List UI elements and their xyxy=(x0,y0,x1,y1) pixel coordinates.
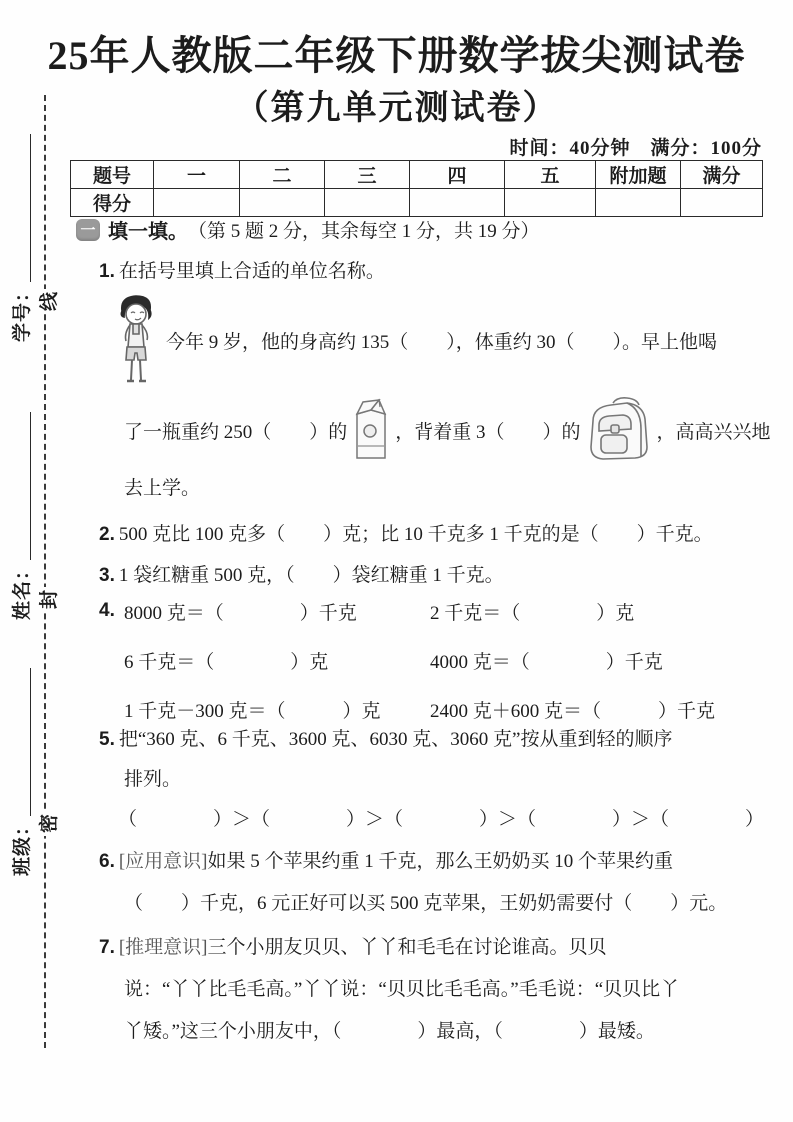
student-name-label: 姓名： xyxy=(12,559,33,620)
score-cell-empty xyxy=(596,189,681,217)
question-3-text: 1 袋红糖重 500 克，（ ）袋红糖重 1 千克。 xyxy=(118,565,504,586)
question-5-line3-text: （ ）＞（ ）＞（ ）＞（ ）＞（ ） xyxy=(118,809,765,830)
score-table xyxy=(70,160,763,217)
student-id-blank xyxy=(12,134,31,282)
question-6-number: 6. xyxy=(99,851,115,872)
question-6-line1: 如果 5 个苹果约重 1 千克，那么王奶奶买 10 个苹果约重 xyxy=(207,851,674,872)
score-cell-empty xyxy=(505,189,596,217)
question-6 xyxy=(99,846,673,873)
question-4-number-wrap xyxy=(99,600,119,622)
question-4-item: 1 千克－300 克＝（ ）克 xyxy=(124,701,381,722)
milk-carton-icon xyxy=(349,398,393,462)
score-table-header-cell: 二 xyxy=(240,161,325,189)
question-7-line3-text: 丫矮。”这三个小朋友中，（ ）最高，（ ）最矮。 xyxy=(124,1021,655,1042)
class-blank xyxy=(12,668,31,816)
question-4-item: 4000 克＝（ ）千克 xyxy=(430,652,663,673)
question-4-number: 4. xyxy=(99,600,115,621)
question-7-number: 7. xyxy=(99,937,115,958)
question-7-tag: [推理意识] xyxy=(118,937,208,958)
question-4-item: 8000 克＝（ ）千克 xyxy=(124,603,357,624)
question-5 xyxy=(99,724,672,751)
exam-time-score-info: 时间：40分钟 满分：100分 xyxy=(509,138,762,159)
score-cell-empty xyxy=(325,189,410,217)
boy-icon xyxy=(106,291,166,391)
question-1-line2 xyxy=(124,396,771,464)
question-3-number: 3. xyxy=(99,565,115,586)
question-5-line2 xyxy=(124,764,181,791)
question-4-item: 6 千克＝（ ）克 xyxy=(124,652,329,673)
question-1-line2c-text: ，高高兴兴地 xyxy=(656,421,771,443)
section-one-badge-icon: 一 xyxy=(76,219,100,241)
seal-char-line: 线 xyxy=(34,289,61,314)
score-cell-empty xyxy=(681,189,763,217)
score-table-header-row xyxy=(71,161,763,189)
question-7-line2 xyxy=(124,974,679,1001)
question-6-line2-text: （ ）千克，6 元正好可以买 500 克苹果，王奶奶需要付（ ）元。 xyxy=(124,893,728,914)
score-cell-empty xyxy=(240,189,325,217)
question-7-line2-text: 说：“丫丫比毛毛高。”丫丫说：“贝贝比毛毛高。”毛毛说：“贝贝比丫 xyxy=(124,979,680,1000)
question-6-tag: [应用意识] xyxy=(118,851,208,872)
question-7 xyxy=(99,932,607,959)
student-name-field xyxy=(7,412,34,620)
page-subtitle: （第九单元测试卷） xyxy=(234,90,559,127)
score-table-score-row xyxy=(71,189,763,217)
class-label: 班级： xyxy=(12,815,33,876)
question-1 xyxy=(99,256,385,283)
question-4-grid xyxy=(124,598,715,723)
question-6-line2 xyxy=(124,888,727,915)
score-table-header-cell: 五 xyxy=(505,161,596,189)
section-one-title: 填一填。 xyxy=(108,221,188,243)
seal-dashed-line xyxy=(44,95,46,1048)
question-5-line1: 把“360 克、6 千克、3600 克、6030 克、3060 克”按从重到轻的顺序 xyxy=(118,729,673,750)
section-one-header xyxy=(76,215,540,244)
question-5-answer-blanks xyxy=(118,804,764,831)
score-row-label: 得分 xyxy=(71,189,154,217)
question-1-line2b-text: ，背着重 3（ ）的 xyxy=(395,421,581,443)
question-1-number: 1. xyxy=(99,261,115,282)
class-field xyxy=(7,668,34,876)
page-title: 25年人教版二年级下册数学拔尖测试卷 xyxy=(47,33,746,78)
question-1-line1 xyxy=(166,327,717,354)
boy-student-illustration xyxy=(106,291,166,396)
score-table-header-cell: 四 xyxy=(410,161,505,189)
question-2 xyxy=(99,519,713,546)
question-5-line2-text: 排列。 xyxy=(124,769,182,790)
question-1-line3-text: 去上学。 xyxy=(124,478,201,499)
question-2-text: 500 克比 100 克多（ ）克；比 10 千克多 1 千克的是（ ）千克。 xyxy=(118,524,713,545)
question-4-item: 2400 克＋600 克＝（ ）千克 xyxy=(430,701,716,722)
question-1-text: 在括号里填上合适的单位名称。 xyxy=(118,261,385,282)
score-cell-empty xyxy=(410,189,505,217)
question-1-line3 xyxy=(124,473,200,500)
question-2-number: 2. xyxy=(99,524,115,545)
question-3 xyxy=(99,560,504,587)
question-1-line1-text: 今年 9 岁，他的身高约 135（ ），体重约 30（ ）。早上他喝 xyxy=(166,332,718,353)
score-table-header-cell: 附加题 xyxy=(596,161,681,189)
score-table-header-cell: 满分 xyxy=(681,161,763,189)
score-table-header-cell: 一 xyxy=(154,161,240,189)
question-5-number: 5. xyxy=(99,729,115,750)
question-1-line2a-text: 了一瓶重约 250（ ）的 xyxy=(124,421,348,443)
question-7-line1: 三个小朋友贝贝、丫丫和毛毛在讨论谁高。贝贝 xyxy=(207,937,607,958)
backpack-icon xyxy=(583,395,655,465)
question-4-item: 2 千克＝（ ）克 xyxy=(430,603,635,624)
seal-char-mi: 密 xyxy=(34,811,61,836)
student-id-label: 学号： xyxy=(12,281,33,342)
seal-char-feng: 封 xyxy=(34,587,61,612)
score-cell-empty xyxy=(154,189,240,217)
section-one-note: （第 5 题 2 分，其余每空 1 分，共 19 分） xyxy=(188,221,540,242)
question-7-line3 xyxy=(124,1016,655,1043)
score-table-header-cell: 题号 xyxy=(71,161,154,189)
score-table-header-cell: 三 xyxy=(325,161,410,189)
student-name-blank xyxy=(12,412,31,560)
student-id-field xyxy=(7,134,34,342)
